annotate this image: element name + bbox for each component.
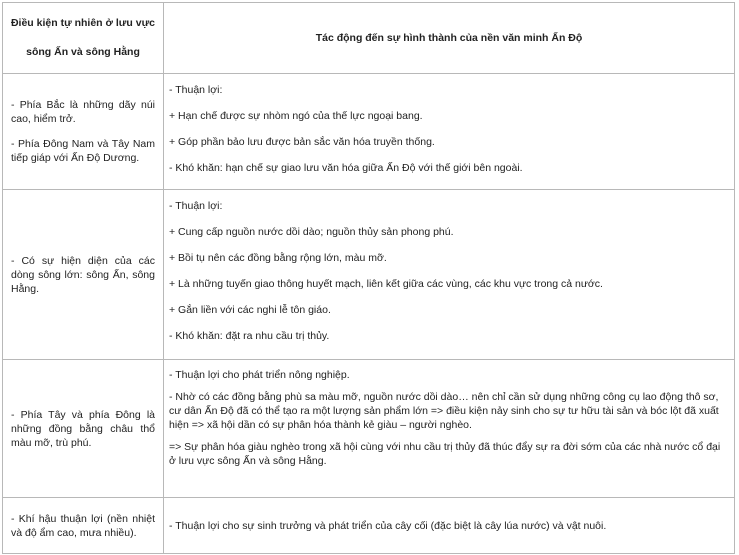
- impact-cell: [164, 360, 735, 498]
- impact-text: - Khó khăn: hạn chế sự giao lưu văn hóa giữa Ấn Độ với thế giới bên ngoài.: [169, 162, 523, 174]
- condition-text: - Có sự hiện diện của các dòng sông lớn: sông Ấn, sông Hằng.: [11, 254, 155, 295]
- condition-text: - Phía Tây và phía Đông là những đồng bằng châu thổ màu mỡ, trù phú.: [11, 408, 155, 449]
- impact-text: + Góp phần bảo lưu được bản sắc văn hóa truyền thống.: [169, 136, 435, 148]
- table-header-row: [3, 3, 735, 74]
- impact-text: - Thuận lợi:: [169, 84, 223, 96]
- table-row: [3, 360, 735, 498]
- impact-cell: [164, 498, 735, 554]
- conditions-table: [2, 2, 735, 554]
- impact-text: + Gắn liền với các nghi lễ tôn giáo.: [169, 304, 331, 316]
- natural-condition-cell: [3, 190, 164, 360]
- impact-text: + Là những tuyến giao thông huyết mạch, liên kết giữa các vùng, các khu vực trong cả nước.: [169, 278, 603, 290]
- impact-text: - Nhờ có các đồng bằng phù sa màu mỡ, nguồn nước dồi dào… nên chỉ cần sử dụng những công cụ lao động thô sơ, cư dân Ấn Độ đã có thể tạo ra một lượng sản phẩm lớn => điều kiện nảy sinh cho sự tư hữu tài sản và bóc lột đã xuất hiện => xã hội dần có sự phân hóa thành kẻ giàu – người nghèo.: [169, 391, 719, 431]
- impact-text: + Cung cấp nguồn nước dồi dào; nguồn thủy sản phong phú.: [169, 226, 454, 238]
- natural-condition-cell: [3, 360, 164, 498]
- impact-text: => Sự phân hóa giàu nghèo trong xã hội cùng với nhu cầu trị thủy đã thúc đẩy sự ra đời sớm của các nhà nước cổ đại ở lưu vực sông Ấn và sông Hằng.: [169, 441, 721, 467]
- impact-text: - Khó khăn: đặt ra nhu cầu trị thủy.: [169, 330, 330, 342]
- impact-text: - Thuận lợi:: [169, 200, 223, 212]
- impact-cell: [164, 190, 735, 360]
- impact-text: - Thuận lợi cho sự sinh trưởng và phát triển của cây cối (đặc biệt là cây lúa nước) và vật nuôi.: [169, 520, 607, 532]
- condition-text: - Phía Bắc là những dãy núi cao, hiểm trở.: [11, 99, 155, 125]
- table-row: [3, 498, 735, 554]
- condition-text: - Khí hậu thuận lợi (nền nhiệt và độ ẩm cao, mưa nhiều).: [11, 512, 155, 539]
- table-row: [3, 190, 735, 360]
- condition-text: - Phía Đông Nam và Tây Nam tiếp giáp với Ấn Độ Dương.: [11, 138, 155, 164]
- header-natural-conditions: Điều kiện tự nhiên ở lưu vực sông Ấn và sông Hằng: [3, 3, 164, 74]
- table-row: [3, 74, 735, 190]
- impact-text: + Hạn chế được sự nhòm ngó của thế lực ngoại bang.: [169, 110, 423, 122]
- impact-text: - Thuận lợi cho phát triển nông nghiệp.: [169, 369, 350, 381]
- natural-condition-cell: [3, 498, 164, 554]
- impact-cell: [164, 74, 735, 190]
- natural-condition-cell: [3, 74, 164, 190]
- impact-text: + Bồi tụ nên các đồng bằng rộng lớn, màu mỡ.: [169, 252, 387, 264]
- header-impact: Tác động đến sự hình thành của nền văn minh Ấn Độ: [164, 3, 735, 74]
